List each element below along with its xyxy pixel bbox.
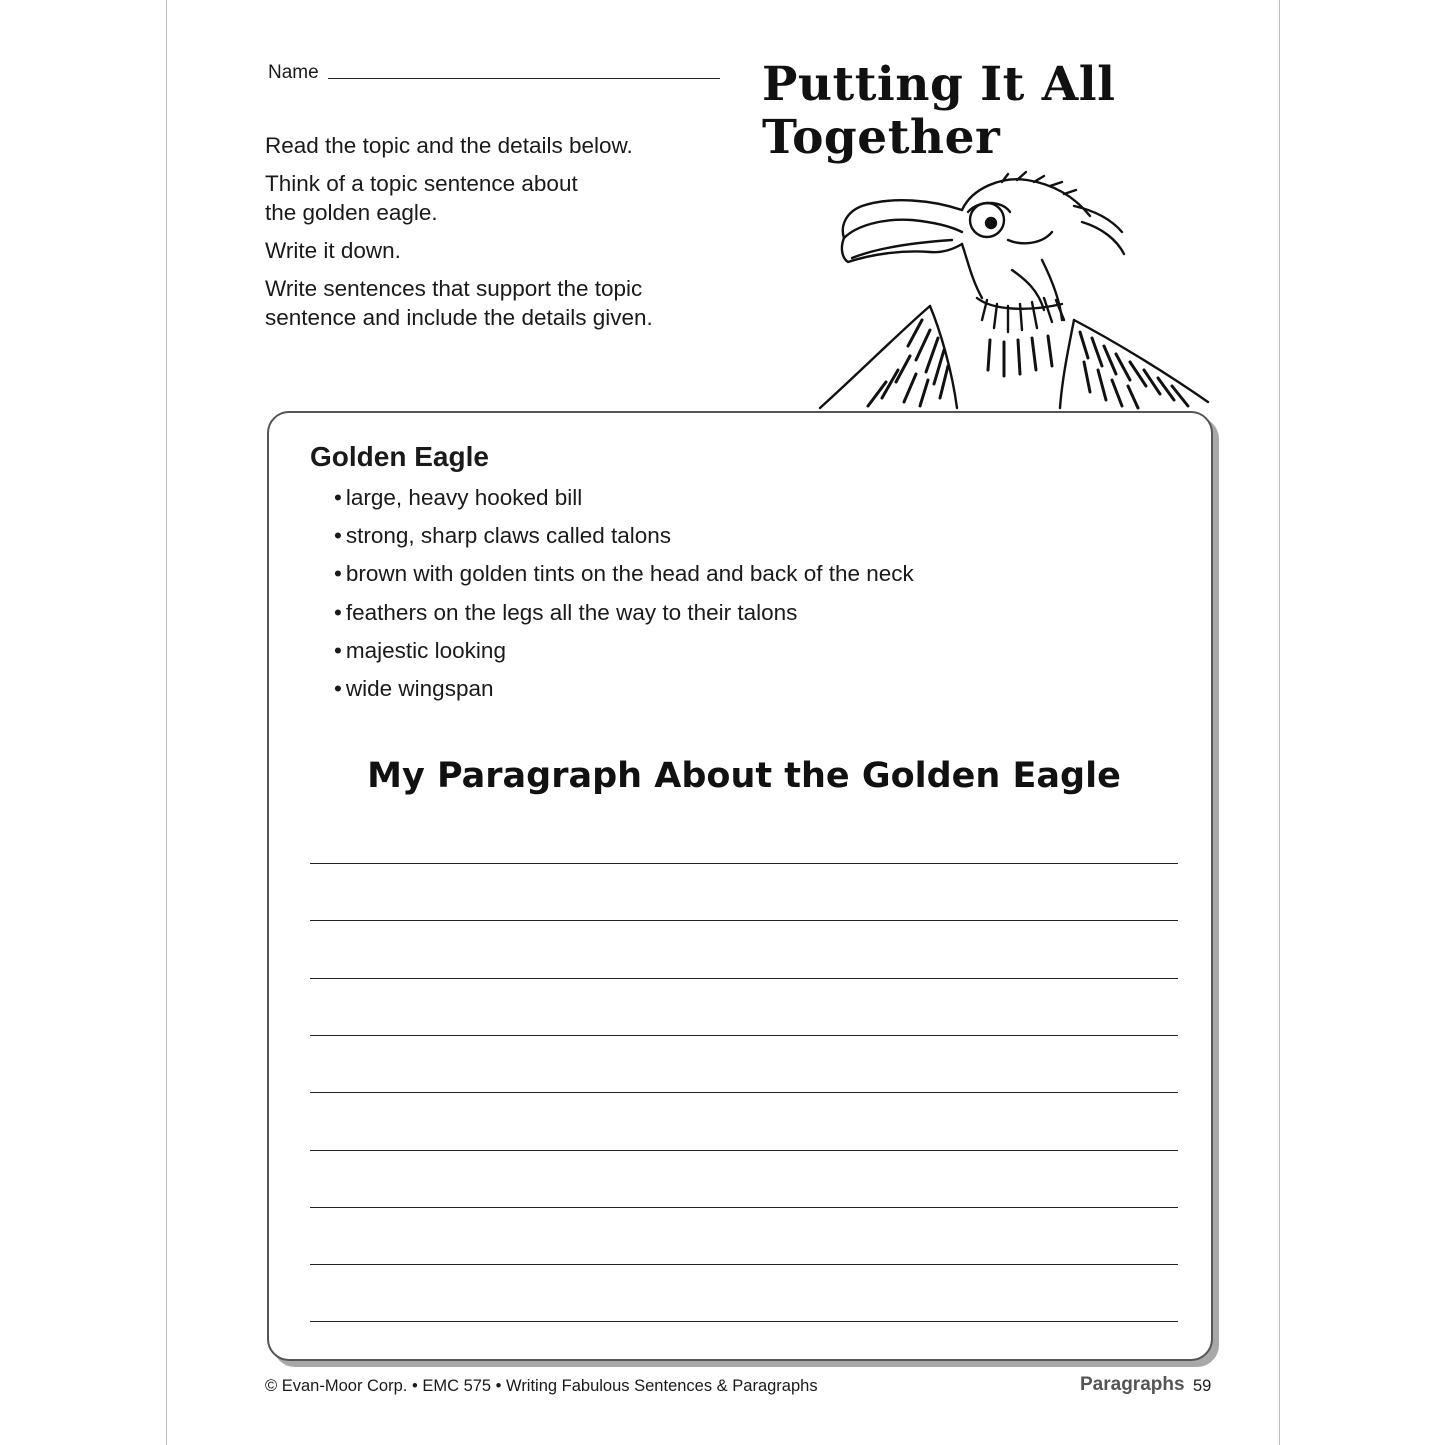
writing-line[interactable] — [310, 920, 1178, 921]
writing-line[interactable] — [310, 1321, 1178, 1322]
instruction-2: Think of a topic sentence about the golden eagle. — [265, 171, 578, 225]
paragraph-title: My Paragraph About the Golden Eagle — [367, 756, 1121, 796]
writing-line[interactable] — [310, 1150, 1178, 1151]
instructions — [265, 131, 705, 341]
name-field[interactable] — [268, 62, 720, 84]
name-line[interactable] — [328, 78, 720, 79]
page-title: Putting It All Together — [762, 57, 1116, 165]
writing-line[interactable] — [310, 1035, 1178, 1036]
writing-line[interactable] — [310, 1092, 1178, 1093]
footer-section: Paragraphs — [1080, 1374, 1185, 1395]
writing-line[interactable] — [310, 863, 1178, 864]
detail-item: • brown with golden tints on the head and back of the neck — [334, 555, 914, 593]
eagle-icon — [812, 170, 1212, 410]
instruction-3: Write it down. — [265, 238, 401, 263]
page-edge-right — [1279, 0, 1280, 1445]
page-edge-left — [166, 0, 167, 1445]
instruction-1: Read the topic and the details below. — [265, 133, 633, 158]
detail-item: • majestic looking — [334, 632, 914, 670]
detail-item: • strong, sharp claws called talons — [334, 517, 914, 555]
instruction-4: Write sentences that support the topic sentence and include the details given. — [265, 276, 653, 330]
detail-item: • wide wingspan — [334, 670, 914, 708]
footer-credit: © Evan-Moor Corp. • EMC 575 • Writing Fabulous Sentences & Paragraphs — [265, 1377, 818, 1395]
writing-line[interactable] — [310, 978, 1178, 979]
page-number: 59 — [1193, 1377, 1212, 1395]
topic-title: Golden Eagle — [310, 441, 489, 472]
detail-item: • feathers on the legs all the way to their talons — [334, 594, 914, 632]
name-label: Name — [268, 62, 319, 83]
writing-line[interactable] — [310, 1207, 1178, 1208]
detail-item: • large, heavy hooked bill — [334, 479, 914, 517]
detail-list — [334, 479, 914, 708]
writing-line[interactable] — [310, 1264, 1178, 1265]
